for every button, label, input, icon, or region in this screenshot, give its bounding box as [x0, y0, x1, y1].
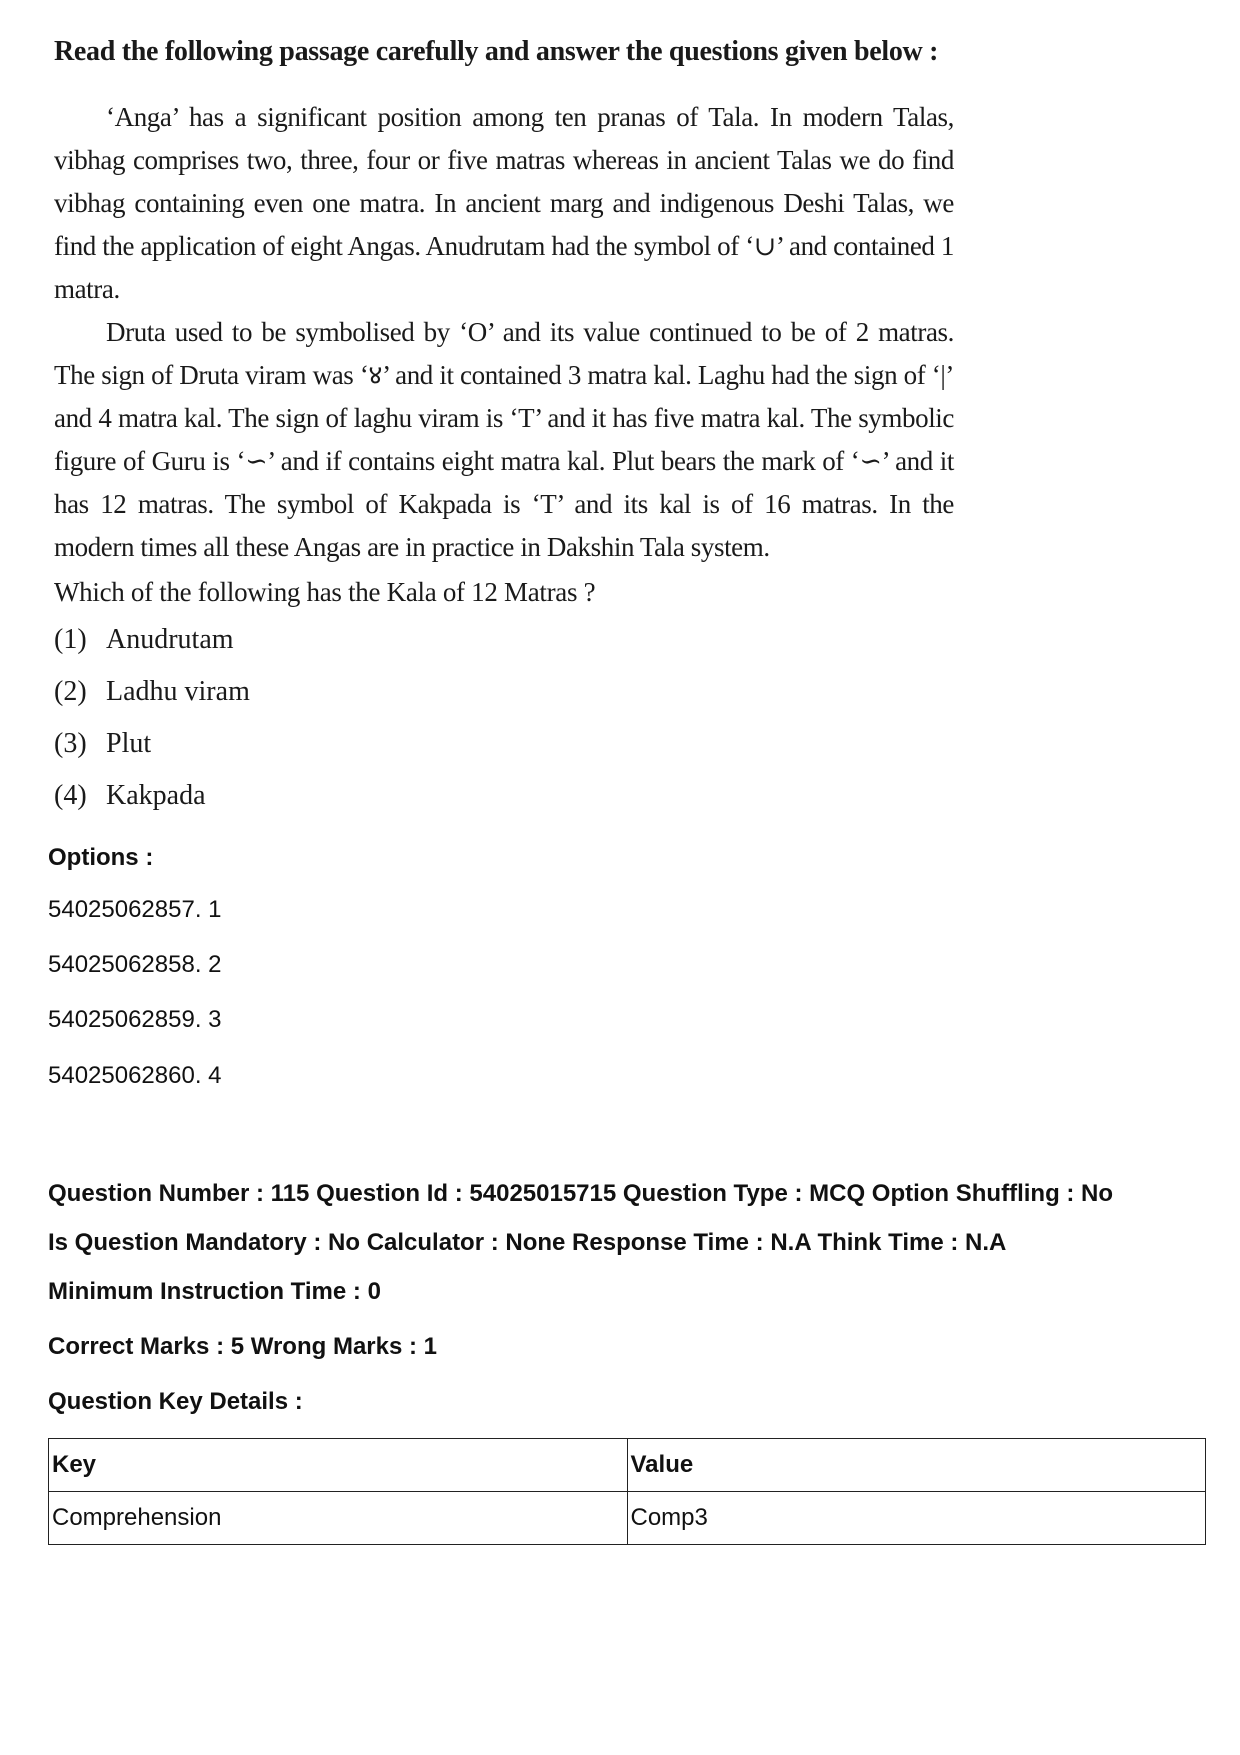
choice-4	[54, 770, 954, 822]
table-row	[49, 1492, 1206, 1545]
choice-text: Anudrutam	[106, 624, 234, 655]
options-label: Options :	[48, 844, 154, 871]
table-header-row	[49, 1439, 1206, 1492]
passage-paragraph-1: ‘Anga’ has a significant position among ten pranas of Tala. In modern Talas, vibhag comprises two, three, four or five matras whereas in ancient Talas we do find vibhag containing even one matra. In ancient marg and indigenous Deshi Talas, we find the application of eight Angas. Anudrutam had the symbol of ‘∪’ and contained 1 matra.	[54, 102, 954, 304]
table-header-value: Value	[627, 1439, 1206, 1492]
option-item[interactable]: 54025062858. 2	[48, 951, 222, 978]
choice-3	[54, 718, 954, 770]
choice-1	[54, 614, 954, 666]
table-header-key: Key	[49, 1439, 628, 1492]
option-item[interactable]: 54025062859. 3	[48, 1006, 222, 1033]
table-cell-key: Comprehension	[49, 1492, 628, 1545]
question-meta-line-2: Is Question Mandatory : No Calculator : None Response Time : N.A Think Time : N.A	[48, 1229, 1007, 1256]
passage-heading: Read the following passage carefully and answer the questions given below :	[54, 36, 939, 67]
choice-2	[54, 666, 954, 718]
key-details-label: Question Key Details :	[48, 1388, 303, 1415]
choice-number: (2)	[54, 676, 87, 707]
option-item[interactable]: 54025062857. 1	[48, 896, 222, 923]
choice-text: Plut	[106, 728, 152, 759]
option-item[interactable]: 54025062860. 4	[48, 1062, 222, 1089]
choice-number: (1)	[54, 624, 87, 655]
choice-text: Ladhu viram	[106, 676, 250, 707]
choice-number: (4)	[54, 780, 87, 811]
table-cell-value: Comp3	[627, 1492, 1206, 1545]
question-text: Which of the following has the Kala of 12 Matras ?	[54, 577, 596, 607]
passage-image	[54, 36, 954, 822]
question-meta-line-1: Question Number : 115 Question Id : 54025015715 Question Type : MCQ Option Shuffling : No	[48, 1180, 1114, 1207]
choice-text: Kakpada	[106, 780, 206, 811]
question-meta-line-3: Minimum Instruction Time : 0	[48, 1278, 381, 1305]
key-details-table	[48, 1438, 1206, 1545]
choice-number: (3)	[54, 728, 87, 759]
marks-line: Correct Marks : 5 Wrong Marks : 1	[48, 1333, 438, 1360]
passage-paragraph-2: Druta used to be symbolised by ‘O’ and its value continued to be of 2 matras. The sign of Druta viram was ‘४’ and it contained 3 matra kal. Laghu had the sign of ‘|’ and 4 matra kal. The sign of laghu viram is ‘T’ and it has five matra kal. The symbolic figure of Guru is ‘∽’ and if contains eight matra kal. Plut bears the mark of ‘∽’ and it has 12 matras. The symbol of Kakpada is ‘T’ and its kal is of 16 matras. In the modern times all these Angas are in practice in Dakshin Tala system.	[54, 317, 954, 562]
